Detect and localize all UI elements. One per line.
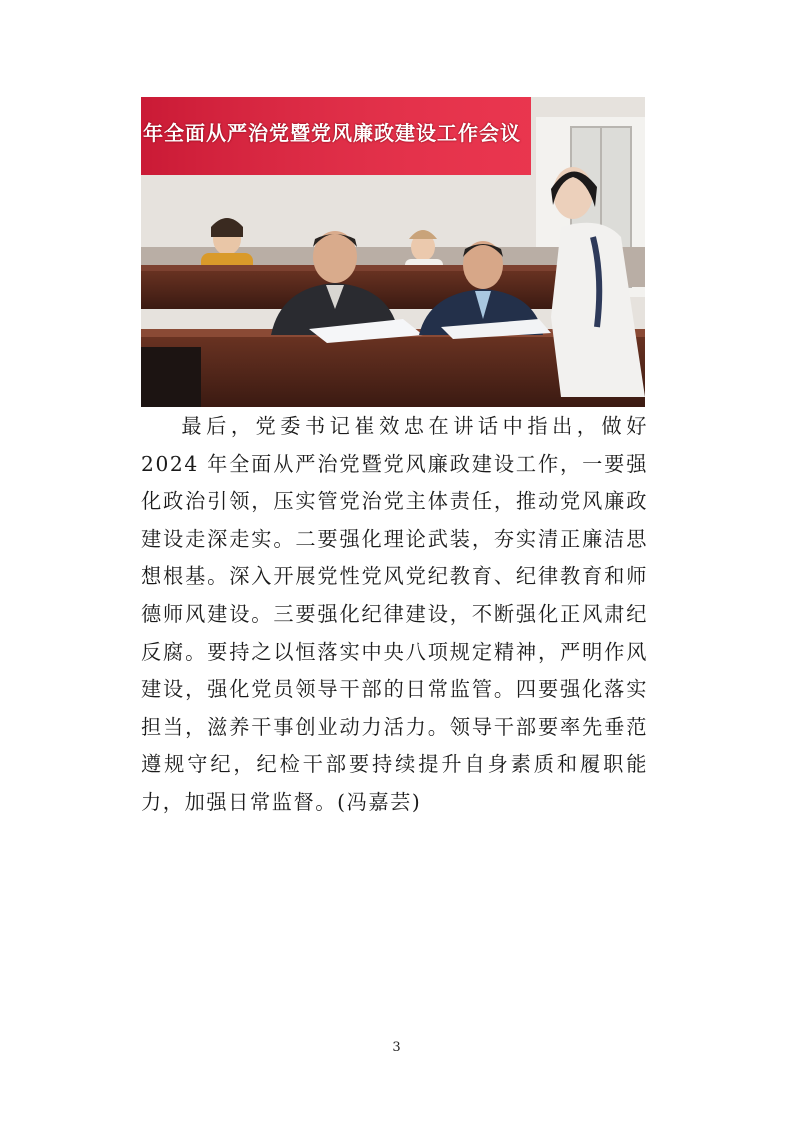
page-number: 3 <box>392 1040 401 1055</box>
article-paragraph: 最后，党委书记崔效忠在讲话中指出，做好 2024 年全面从严治党暨党风廉政建设工作，一要强化政治引领，压实管党治党主体责任，推动党风廉政建设走深走实。二要强化理论武装，夯实清正廉洁思想根基。深入开展党性党风党纪教育、纪律教育和师德师风建设。三要强化纪律建设，不断强化正风肃纪反腐。要持之以恒落实中央八项规定精神，严明作风建设，强化党员领导干部的日常监管。四要强化落实担当，滋养干事创业动力活力。领导干部要率先垂范遵规守纪，纪检干部要持续提升自身素质和履职能力，加强日常监督。(冯嘉芸) <box>141 414 648 814</box>
meeting-photo <box>141 97 645 407</box>
article-body <box>141 408 648 822</box>
banner-title: 年全面从严治党暨党风廉政建设工作会议 <box>143 121 521 145</box>
